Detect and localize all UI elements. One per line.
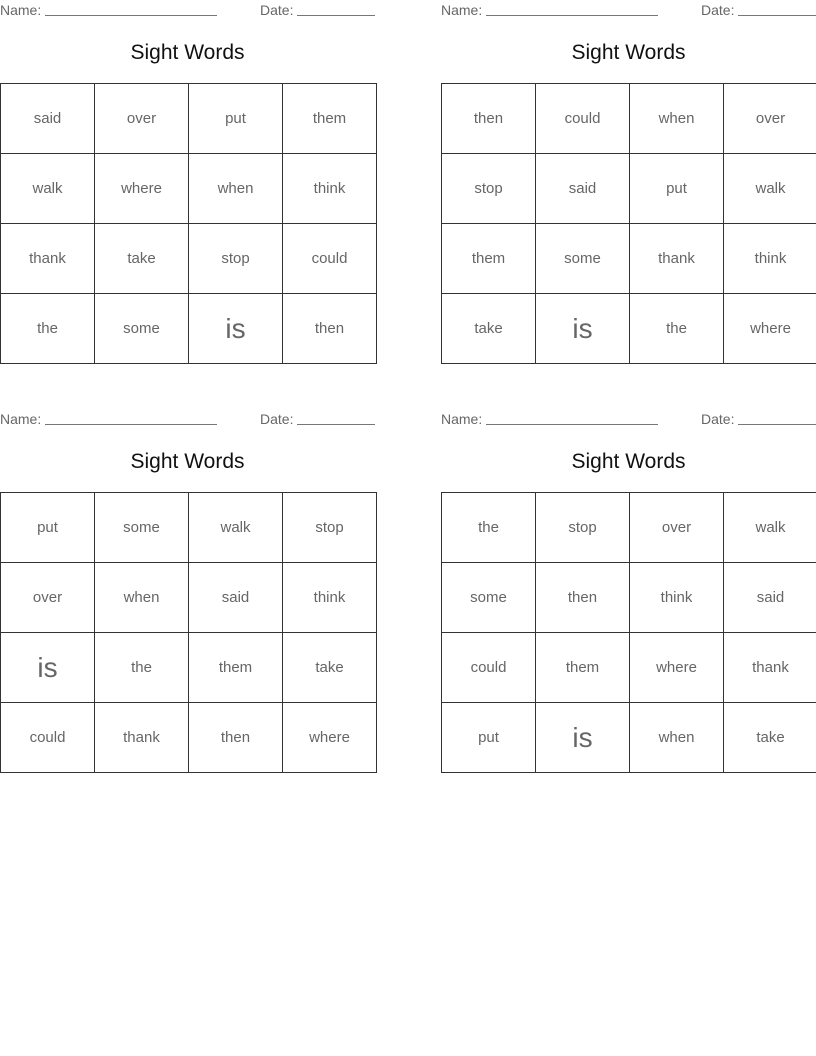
word-cell: walk bbox=[189, 493, 283, 563]
word-cell: stop bbox=[283, 493, 377, 563]
word-cell: could bbox=[536, 84, 630, 154]
word-cell: stop bbox=[442, 154, 536, 224]
date-line bbox=[738, 15, 816, 16]
card-header bbox=[441, 409, 816, 429]
word-cell: the bbox=[95, 633, 189, 703]
word-cell-large: is bbox=[1, 633, 95, 703]
word-cell: them bbox=[189, 633, 283, 703]
word-cell: stop bbox=[536, 493, 630, 563]
word-cell: when bbox=[630, 84, 724, 154]
word-cell: where bbox=[630, 633, 724, 703]
card-header bbox=[0, 0, 376, 20]
card-header bbox=[0, 409, 376, 429]
word-cell-large: is bbox=[536, 294, 630, 364]
word-grid bbox=[0, 492, 377, 773]
grid-row bbox=[1, 563, 377, 633]
name-label: Name: bbox=[441, 411, 483, 427]
word-cell: thank bbox=[95, 703, 189, 773]
word-cell: where bbox=[283, 703, 377, 773]
word-cell: could bbox=[1, 703, 95, 773]
word-cell: think bbox=[724, 224, 816, 294]
word-cell: think bbox=[283, 154, 377, 224]
word-cell: then bbox=[189, 703, 283, 773]
grid-row bbox=[442, 703, 816, 773]
date-label: Date: bbox=[260, 2, 294, 18]
word-cell: could bbox=[442, 633, 536, 703]
card-title: Sight Words bbox=[571, 450, 686, 473]
word-cell: walk bbox=[1, 154, 95, 224]
word-cell: take bbox=[283, 633, 377, 703]
grid-row bbox=[442, 294, 816, 364]
word-cell: said bbox=[189, 563, 283, 633]
date-line bbox=[297, 15, 375, 16]
word-cell: think bbox=[283, 563, 377, 633]
word-cell: said bbox=[724, 563, 816, 633]
card-title: Sight Words bbox=[130, 41, 245, 64]
word-cell: could bbox=[283, 224, 377, 294]
bingo-card bbox=[441, 0, 816, 344]
grid-row bbox=[442, 493, 816, 563]
date-label: Date: bbox=[701, 2, 735, 18]
word-cell: where bbox=[95, 154, 189, 224]
grid-row bbox=[442, 633, 816, 703]
word-cell: said bbox=[1, 84, 95, 154]
grid-row bbox=[442, 84, 816, 154]
card-title: Sight Words bbox=[130, 450, 245, 473]
word-cell: stop bbox=[189, 224, 283, 294]
grid-row bbox=[1, 84, 377, 154]
word-cell: then bbox=[283, 294, 377, 364]
word-cell: the bbox=[442, 493, 536, 563]
bingo-card bbox=[441, 409, 816, 753]
card-title: Sight Words bbox=[571, 41, 686, 64]
word-cell: over bbox=[1, 563, 95, 633]
word-cell: the bbox=[1, 294, 95, 364]
date-line bbox=[738, 424, 816, 425]
word-cell: them bbox=[536, 633, 630, 703]
name-line bbox=[45, 15, 217, 16]
word-cell: some bbox=[536, 224, 630, 294]
word-cell: when bbox=[95, 563, 189, 633]
name-label: Name: bbox=[0, 411, 42, 427]
word-cell: when bbox=[189, 154, 283, 224]
word-cell: take bbox=[442, 294, 536, 364]
word-cell-large: is bbox=[189, 294, 283, 364]
grid-row bbox=[1, 294, 377, 364]
word-cell: them bbox=[283, 84, 377, 154]
date-label: Date: bbox=[701, 411, 735, 427]
word-cell: thank bbox=[724, 633, 816, 703]
name-label: Name: bbox=[441, 2, 483, 18]
name-line bbox=[486, 15, 658, 16]
name-line bbox=[45, 424, 217, 425]
word-cell: think bbox=[630, 563, 724, 633]
word-cell: over bbox=[95, 84, 189, 154]
grid-row bbox=[1, 154, 377, 224]
word-cell: some bbox=[95, 493, 189, 563]
word-cell-large: is bbox=[536, 703, 630, 773]
grid-row bbox=[1, 703, 377, 773]
word-cell: thank bbox=[1, 224, 95, 294]
name-line bbox=[486, 424, 658, 425]
word-grid bbox=[441, 492, 816, 773]
word-cell: put bbox=[630, 154, 724, 224]
card-header bbox=[441, 0, 816, 20]
word-cell: put bbox=[1, 493, 95, 563]
word-cell: the bbox=[630, 294, 724, 364]
word-cell: then bbox=[536, 563, 630, 633]
word-cell: walk bbox=[724, 493, 816, 563]
name-label: Name: bbox=[0, 2, 42, 18]
word-cell: where bbox=[724, 294, 816, 364]
word-grid bbox=[0, 83, 377, 364]
date-label: Date: bbox=[260, 411, 294, 427]
word-cell: them bbox=[442, 224, 536, 294]
word-cell: put bbox=[189, 84, 283, 154]
word-cell: some bbox=[95, 294, 189, 364]
word-cell: thank bbox=[630, 224, 724, 294]
word-cell: walk bbox=[724, 154, 816, 224]
word-cell: take bbox=[95, 224, 189, 294]
grid-row bbox=[1, 493, 377, 563]
grid-row bbox=[1, 224, 377, 294]
word-cell: said bbox=[536, 154, 630, 224]
bingo-card bbox=[0, 409, 376, 746]
word-cell: over bbox=[724, 84, 816, 154]
bingo-card bbox=[0, 0, 376, 344]
date-line bbox=[297, 424, 375, 425]
grid-row bbox=[442, 563, 816, 633]
word-cell: take bbox=[724, 703, 816, 773]
word-cell: put bbox=[442, 703, 536, 773]
grid-row bbox=[442, 224, 816, 294]
grid-row bbox=[1, 633, 377, 703]
grid-row bbox=[442, 154, 816, 224]
word-grid bbox=[441, 83, 816, 364]
word-cell: some bbox=[442, 563, 536, 633]
word-cell: over bbox=[630, 493, 724, 563]
word-cell: when bbox=[630, 703, 724, 773]
word-cell: then bbox=[442, 84, 536, 154]
